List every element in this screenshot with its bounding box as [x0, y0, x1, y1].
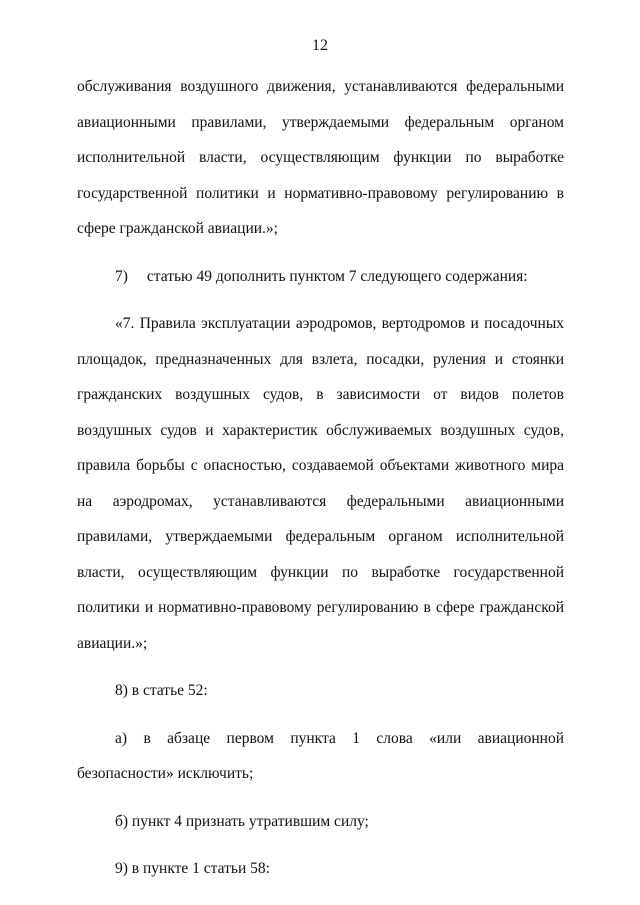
- page-number: 12: [312, 37, 328, 54]
- document-body: [77, 69, 564, 899]
- paragraph-subitem-a: а) в абзаце первом пункта 1 слова «или авиационной безопасности» исключить;: [77, 729, 564, 782]
- paragraph-item-8: 8) в статье 52:: [115, 682, 208, 699]
- paragraph-item-7: [77, 259, 564, 295]
- paragraph-subitem-b: б) пункт 4 признать утратившим силу;: [115, 812, 369, 830]
- paragraph-quoted-rule: «7. Правила эксплуатации аэродромов, вертодромов и посадочных площадок, предназначенных для взлета, посадки, руления и стоянки гражданских воздушных судов, в зависимости от видов полетов воздушных судов и характеристик обслуживаемых воздушных судов, правила борьбы с опасностью, создаваемой объектами животного мира на аэродромах, устанавливаются федеральными авиационными правилами, утверждаемыми федеральным органом исполнительной власти, осуществляющим функции по выработке государственной политики и нормативно-правовому регулированию в сфере гражданской авиации.»;: [77, 315, 564, 652]
- item-number: 7): [115, 267, 128, 285]
- paragraph-item-9: 9) в пункте 1 статьи 58:: [115, 860, 270, 877]
- item-7-text: статью 49 дополнить пунктом 7 следующего содержания:: [146, 267, 528, 285]
- paragraph-continuation: обслуживания воздушного движения, устанавливаются федеральными авиационными правилами, утверждаемыми федеральным органом исполнительной власти, осуществляющим функции по выработке государственной политики и нормативно-правовому регулированию в сфере гражданской авиации.»;: [77, 78, 564, 237]
